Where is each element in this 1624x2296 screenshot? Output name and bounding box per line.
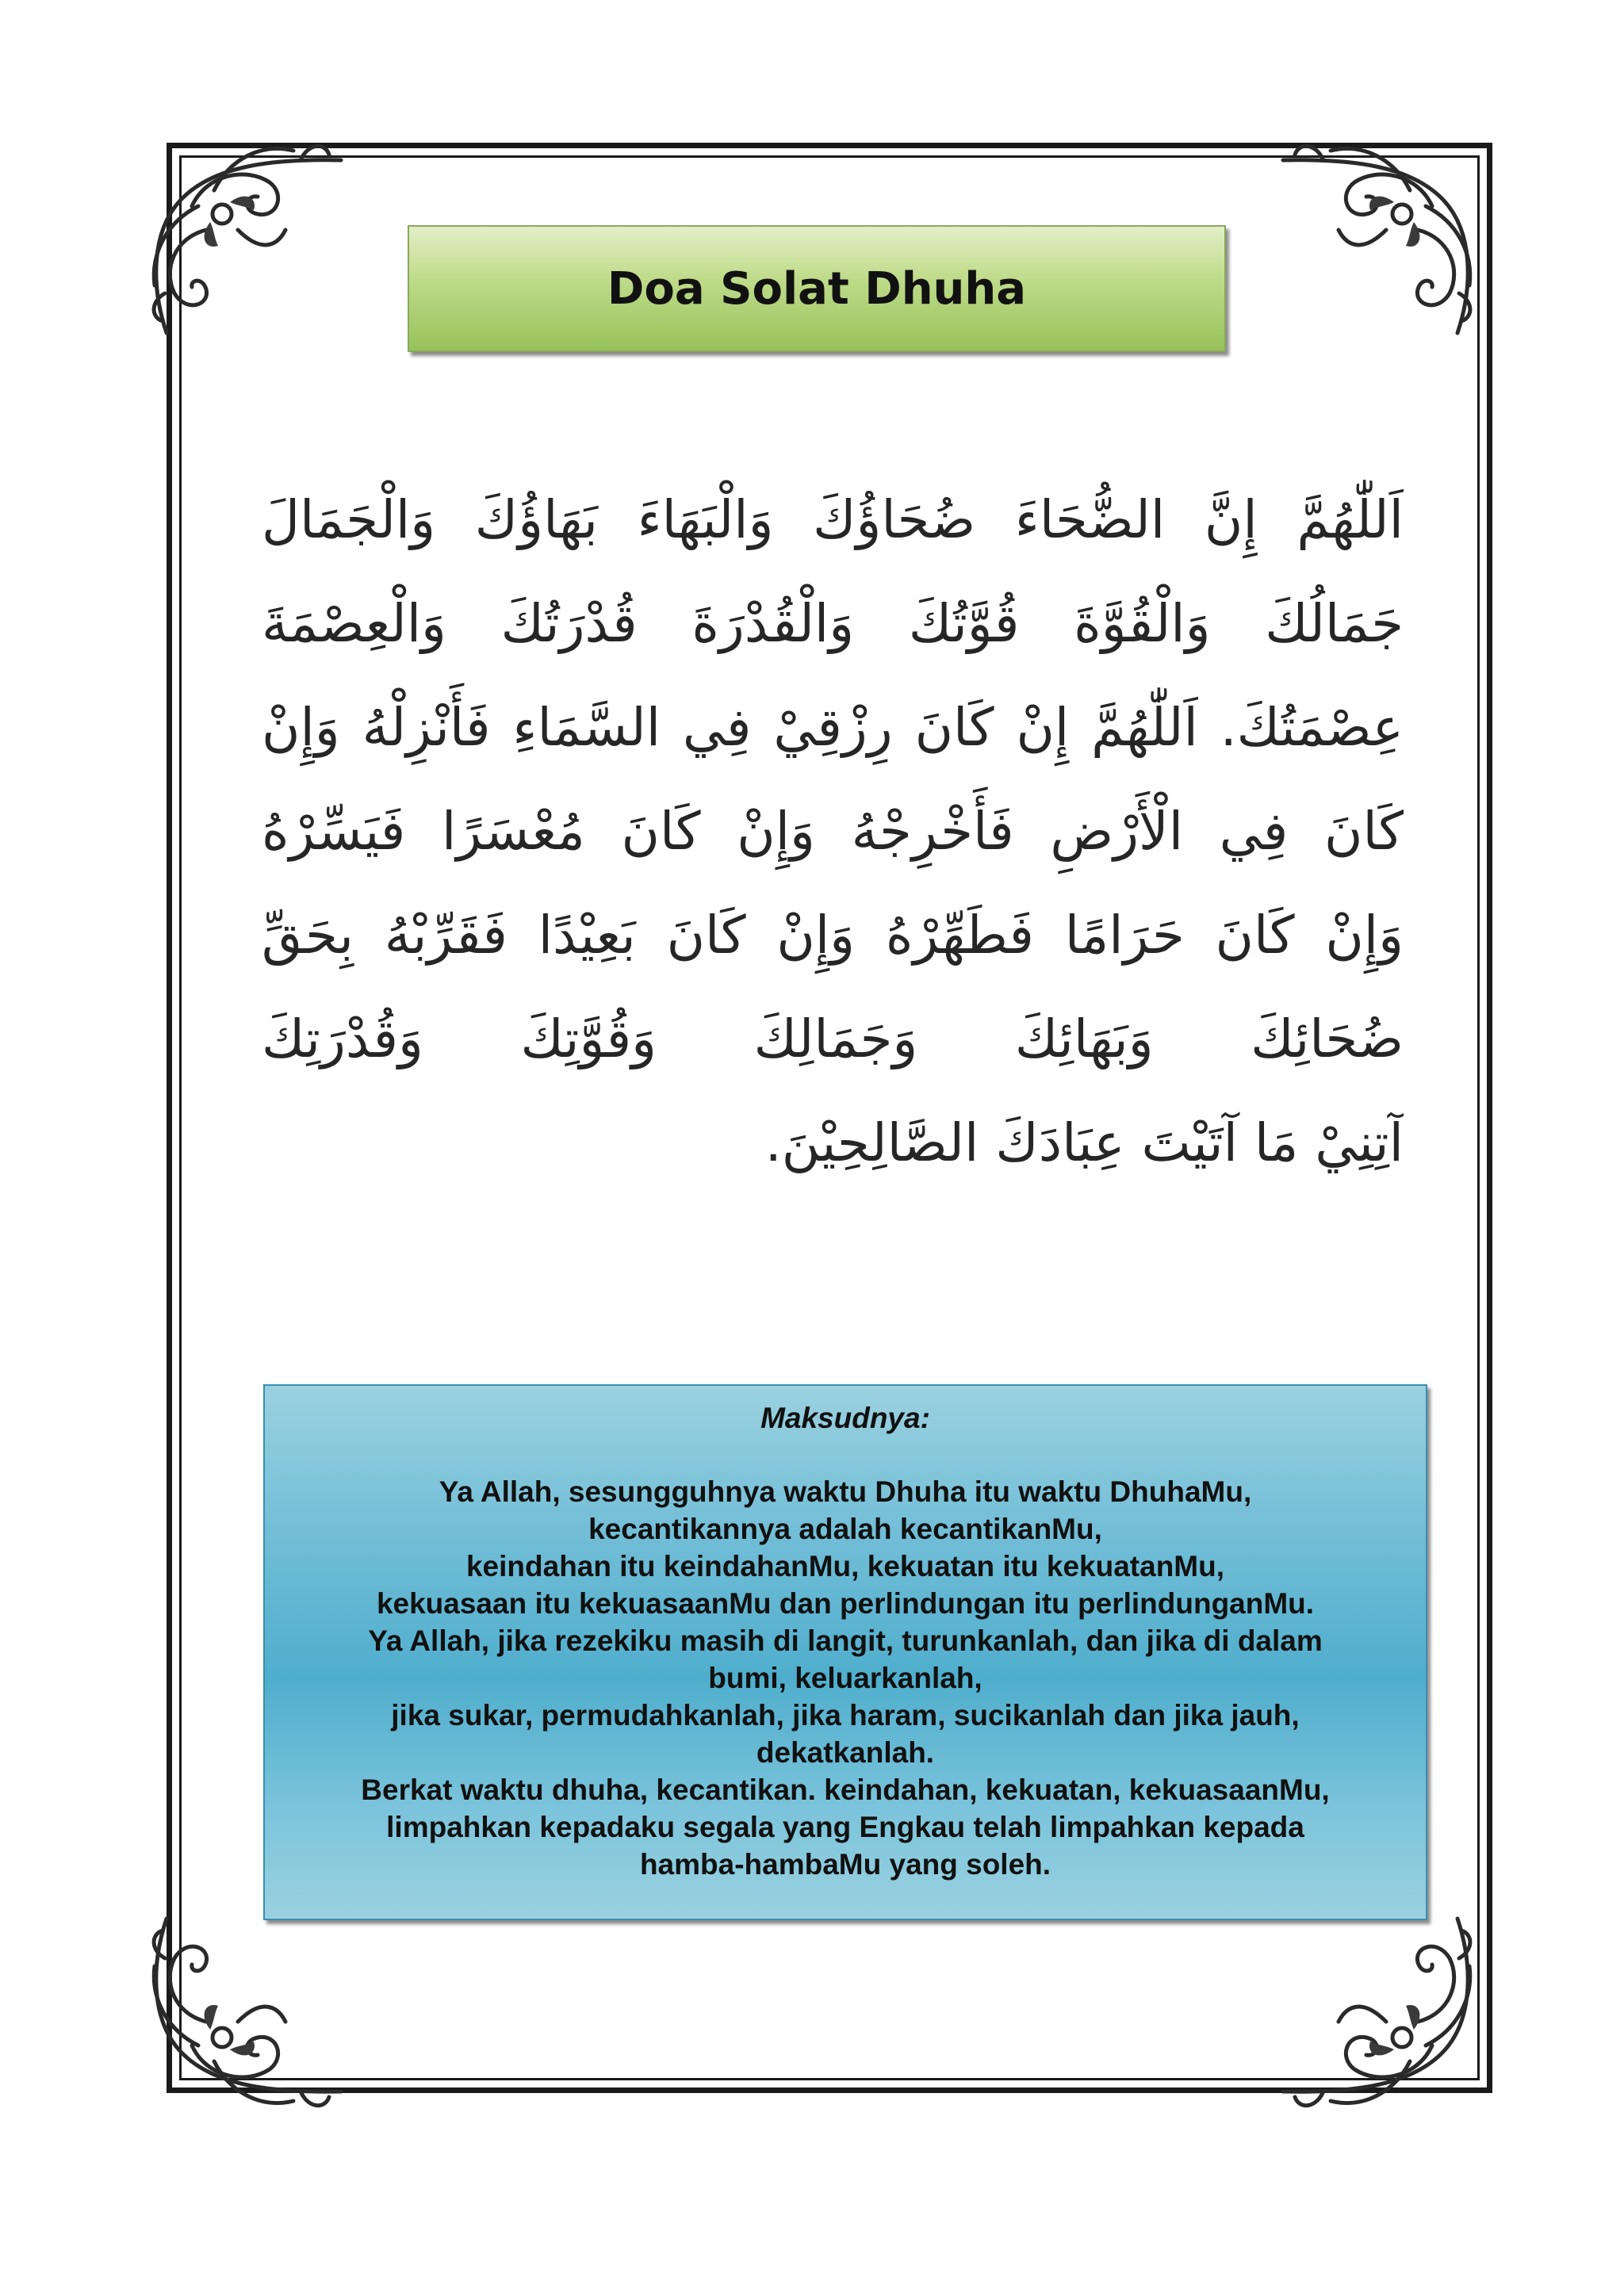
- title-banner: [408, 225, 1226, 352]
- page-title: Doa Solat Dhuha: [607, 262, 1027, 315]
- translation-line: keindahan itu keindahanMu, kekuatan itu kekuatanMu,: [465, 1550, 1225, 1582]
- arabic-line-1: اَللّٰهُمَّ إِنَّ الضُّحَاءَ ضُحَاؤُكَ وَالْبَهَاءَ بَهَاؤُكَ وَالْجَمَالَ: [262, 489, 1404, 550]
- arabic-line-7: آتِنِيْ مَا آتَيْتَ عِبَادَكَ الصَّالِحِيْنَ.: [764, 1112, 1404, 1173]
- arabic-line-3: عِصْمَتُكَ. اَللّٰهُمَّ إِنْ كَانَ رِزْقِيْ فِي السَّمَاءِ فَأَنْزِلْهُ وَإِنْ: [262, 697, 1404, 758]
- translation-line: jika sukar, permudahkanlah, jika haram, sucikanlah dan jika jauh,: [391, 1699, 1300, 1732]
- translation-line: kekuasaan itu kekuasaanMu dan perlindungan itu perlindunganMu.: [376, 1587, 1315, 1620]
- translation-body: [265, 1473, 1426, 1883]
- arabic-line-2: جَمَالُكَ وَالْقُوَّةَ قُوَّتُكَ وَالْقُدْرَةَ قُدْرَتُكَ وَالْعِصْمَةَ: [262, 593, 1404, 654]
- translation-line: dekatkanlah.: [756, 1736, 935, 1769]
- arabic-line-6: ضُحَائِكَ وَبَهَائِكَ وَجَمَالِكَ وَقُوَّتِكَ وَقُدْرَتِكَ: [262, 1008, 1404, 1070]
- arabic-prayer: [262, 468, 1404, 1316]
- translation-line: bumi, keluarkanlah,: [708, 1662, 982, 1694]
- corner-ornament-top-right: [1267, 111, 1505, 349]
- translation-line: Berkat waktu dhuha, kecantikan. keindahan, kekuatan, kekuasaanMu,: [361, 1774, 1330, 1806]
- translation-box: [263, 1384, 1427, 1920]
- translation-line: kecantikannya adalah kecantikanMu,: [588, 1513, 1102, 1545]
- arabic-line-5: وَإِنْ كَانَ حَرَامًا فَطَهِّرْهُ وَإِنْ كَانَ بَعِيْدًا فَقَرِّبْهُ بِحَقِّ: [262, 905, 1404, 966]
- corner-ornament-bottom-left: [119, 1903, 357, 2141]
- translation-line: Ya Allah, sesungguhnya waktu Dhuha itu waktu DhuhaMu,: [439, 1475, 1252, 1508]
- translation-line: hamba-hambaMu yang soleh.: [639, 1848, 1051, 1881]
- translation-line: limpahkan kepadaku segala yang Engkau telah limpahkan kepada: [386, 1811, 1304, 1843]
- translation-line: Ya Allah, jika rezekiku masih di langit, turunkanlah, dan jika di dalam: [368, 1624, 1323, 1657]
- arabic-line-4: كَانَ فِي الْأَرْضِ فَأَخْرِجْهُ وَإِنْ كَانَ مُعْسَرًا فَيَسِّرْهُ: [262, 801, 1404, 862]
- translation-heading: Maksudnya:: [760, 1402, 930, 1434]
- corner-ornament-top-left: [119, 111, 357, 349]
- corner-ornament-bottom-right: [1267, 1903, 1505, 2141]
